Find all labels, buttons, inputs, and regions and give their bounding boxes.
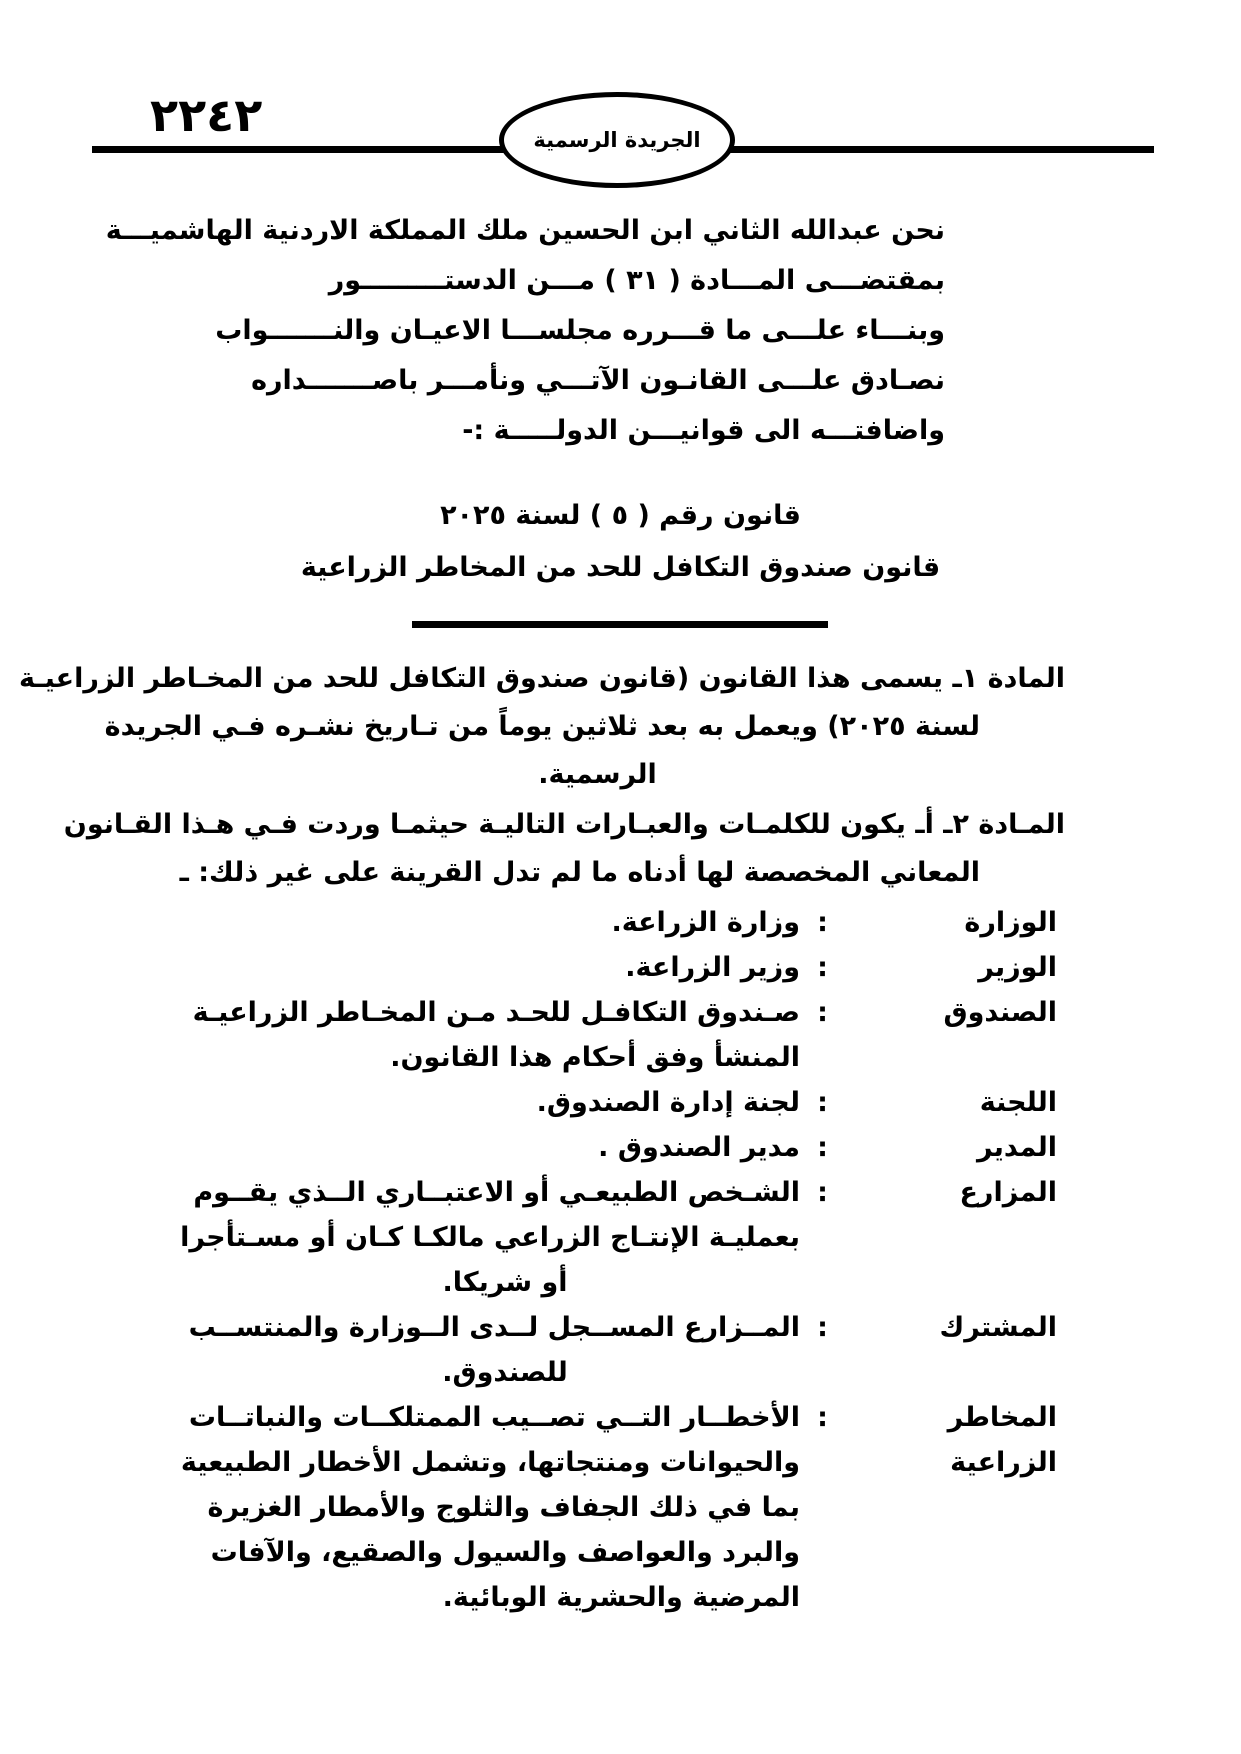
- title-divider: [412, 621, 828, 628]
- definition-term: المدير: [976, 1132, 1057, 1163]
- definition-text: [210, 900, 800, 945]
- definition-term: المشترك: [939, 1312, 1057, 1343]
- definition-colon: :: [817, 997, 828, 1028]
- definition-colon: :: [817, 1132, 828, 1163]
- definition-colon: :: [817, 1177, 828, 1208]
- definition-line: المرضية والحشرية الوبائية.: [442, 1582, 800, 1613]
- definition-term: المخاطر الزراعية: [947, 1402, 1057, 1478]
- page-number: ٢٢٤٢: [150, 88, 263, 142]
- definition-term: الوزارة: [964, 907, 1057, 938]
- definition-row: [210, 1080, 1065, 1125]
- definition-line: بعمليـة الإنتـاج الزراعي مالكـا كـان أو مسـتأجرا: [180, 1222, 800, 1253]
- definition-row: [180, 1395, 1065, 1620]
- definition-text: [210, 1125, 800, 1170]
- preamble-line: وبنـــاء علـــى ما قـــرره مجلســـا الاعيـان والنـــــــواب: [215, 315, 945, 346]
- definition-line: والحيوانات ومنتجاتها، وتشمل الأخطار الطبيعية: [180, 1447, 800, 1478]
- law-title: [0, 490, 1241, 594]
- definition-row: [210, 945, 1065, 990]
- definition-text: [180, 1395, 800, 1620]
- definition-line: الأخطــار التــي تصــيب الممتلكــات والنباتــات: [188, 1402, 800, 1433]
- definition-line: مدير الصندوق .: [598, 1132, 800, 1163]
- definition-text: [210, 1080, 800, 1125]
- definition-line: الشـخص الطبيعـي أو الاعتبــاري الــذي يقــوم: [193, 1177, 800, 1208]
- definition-text: [210, 945, 800, 990]
- definition-line: والبرد والعواصف والسيول والصقيع، والآفات: [210, 1537, 800, 1568]
- definition-text: [188, 1305, 800, 1395]
- preamble-line: نحن عبدالله الثاني ابن الحسين ملك المملكة الاردنية الهاشميـــة: [105, 215, 945, 246]
- definition-term: الوزير: [978, 952, 1057, 983]
- definition-line: للصندوق.: [442, 1357, 568, 1388]
- definition-line: وزير الزراعة.: [625, 952, 800, 983]
- definition-term: اللجنة: [979, 1087, 1057, 1118]
- gazette-oval: [499, 92, 735, 188]
- definition-row: [192, 990, 1065, 1080]
- law-number-line: قانون رقم ( ٥ ) لسنة ٢٠٢٥: [440, 500, 801, 531]
- preamble-line: نصـادق علـــى القانـون الآتـــي ونأمـــر باصـــــــداره: [251, 365, 945, 396]
- definition-line: وزارة الزراعة.: [611, 907, 800, 938]
- definition-line: صـندوق التكافـل للحـد مـن المخـاطر الزراعيـة: [192, 997, 800, 1028]
- definition-row: [210, 1125, 1065, 1170]
- definition-text: [192, 990, 800, 1080]
- definition-colon: :: [817, 907, 828, 938]
- definition-line: المــزارع المســجل لــدى الــوزارة والمنتســب: [188, 1312, 800, 1343]
- article-line: المعاني المخصصة لها أدناه ما لم تدل القرينة على غير ذلك: ـ: [179, 857, 980, 888]
- preamble-line: واضافتـــه الى قوانيـــن الدولـــــة :-: [462, 415, 945, 446]
- definition-colon: :: [817, 1312, 828, 1343]
- definition-term: الصندوق: [943, 997, 1057, 1028]
- definition-term: المزارع: [959, 1177, 1057, 1208]
- definition-line: المنشأ وفق أحكام هذا القانون.: [390, 1042, 800, 1073]
- definition-line: أو شريكا.: [442, 1267, 568, 1298]
- gazette-title: الجريدة الرسمية: [533, 128, 701, 152]
- article-1: [19, 655, 1065, 799]
- article-line: لسنة ٢٠٢٥) ويعمل به بعد ثلاثين يوماً من تـاريخ نشـره فـي الجريدة: [104, 711, 980, 742]
- definition-row: [180, 1170, 1065, 1305]
- law-name-line: قانون صندوق التكافل للحد من المخاطر الزراعية: [300, 552, 941, 583]
- article-2-intro: [63, 801, 1065, 897]
- definition-row: [210, 900, 1065, 945]
- definition-colon: :: [817, 1087, 828, 1118]
- royal-preamble: [105, 206, 945, 456]
- preamble-line: بمقتضـــى المـــادة ( ٣١ ) مـــن الدستـــــــــور: [328, 265, 945, 296]
- definition-row: [188, 1305, 1065, 1395]
- definition-colon: :: [817, 1402, 828, 1433]
- definitions-table: [180, 900, 1065, 1620]
- definition-line: لجنة إدارة الصندوق.: [536, 1087, 800, 1118]
- article-line: المادة ١ـ يسمى هذا القانون (قانون صندوق التكافل للحد من المخـاطر الزراعيـة: [19, 663, 1065, 694]
- article-line: الرسمية.: [538, 759, 657, 790]
- definition-line: بما في ذلك الجفاف والثلوج والأمطار الغزيرة: [207, 1492, 800, 1523]
- definition-colon: :: [817, 952, 828, 983]
- definition-text: [180, 1170, 800, 1305]
- article-line: المـادة ٢ـ أـ يكون للكلمـات والعبـارات التاليـة حيثمـا وردت فـي هـذا القـانون: [63, 809, 1065, 840]
